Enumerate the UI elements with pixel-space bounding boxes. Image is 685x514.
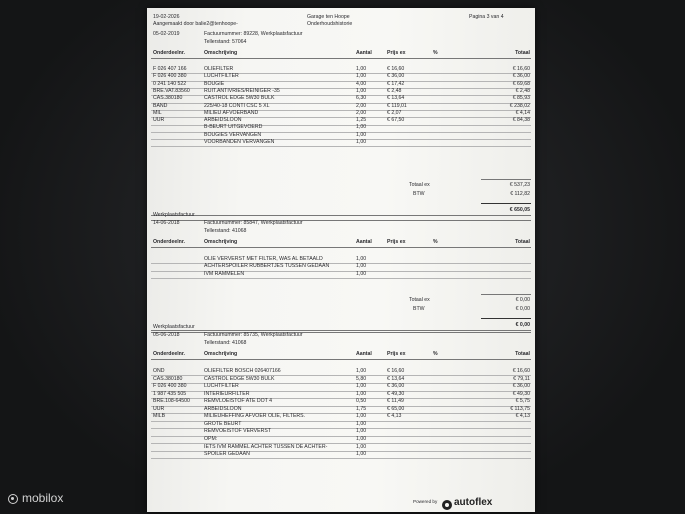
row-desc: CASTROL EDGE 5W30 BULK (204, 95, 275, 102)
row-desc: ACHTERSPOILER RUBBERTJES TUSSEN GEDAAN (204, 263, 330, 270)
autoflex-brand: autoflex (454, 497, 493, 508)
print-date: 19-02-2026 (153, 14, 180, 20)
col-header-pct: % (433, 239, 438, 245)
col-header-total: Totaal (515, 239, 530, 245)
autoflex-logo-icon (442, 500, 452, 510)
odometer: Tellerstand: 41068 (204, 228, 247, 234)
row-price: € 16,60 (387, 368, 405, 374)
row-price: € 36,00 (387, 383, 405, 390)
row-rule (151, 458, 531, 459)
row-qty: 1,00 (356, 73, 367, 80)
row-price: € 119,01 (387, 102, 407, 109)
row-rule (151, 146, 531, 147)
row-price: € 67,50 (387, 117, 405, 124)
col-header-qty: Aantal (356, 351, 372, 357)
total-ex-label: Totaal ex (409, 182, 430, 188)
invoice-number: Factuurnummer: 85735, Werkplaatsfactuur (204, 332, 303, 338)
created-by: Aangemaakt door balie2@tenhoope- (153, 21, 238, 27)
row-qty: 1,00 (356, 263, 367, 270)
row-total: € 84,38 (512, 117, 530, 124)
row-price: € 13,64 (387, 375, 405, 382)
grand-total-rule (481, 203, 531, 204)
col-header-pct: % (433, 50, 438, 56)
invoice-date: 14-06-2018 (153, 220, 180, 226)
col-header-desc: Omschrijving (204, 351, 238, 357)
row-price: € 49,30 (387, 390, 405, 397)
row-price: € 2,48 (387, 87, 402, 94)
col-header-price: Prijs ex (387, 351, 406, 357)
row-desc: MILIEU AFVOERBAND (204, 109, 259, 116)
row-rule (151, 278, 531, 279)
row-qty: 1,00 (356, 66, 367, 72)
grand-total-value: € 0,00 (515, 322, 530, 328)
row-code: UUR (153, 405, 165, 412)
total-ex-label: Totaal ex (409, 297, 430, 303)
row-desc: B-BEURT UITGEVOERD (204, 124, 263, 131)
powered-by-label: Powered by (413, 499, 438, 504)
row-total: € 69,68 (512, 80, 530, 87)
row-desc: OPM: (204, 435, 218, 442)
row-total: € 238,02 (509, 102, 530, 109)
subtotal-rule (481, 294, 531, 295)
invoice-number: Factuurnummer: 85847, Werkplaatsfactuur (204, 220, 303, 226)
col-header-desc: Omschrijving (204, 50, 238, 56)
watermark-text: mobilox (22, 491, 64, 505)
col-header-code: Onderdeelnr. (153, 239, 185, 245)
row-qty: 1,00 (356, 256, 367, 262)
subtotal-rule (481, 179, 531, 180)
row-desc: RUIT.ANTIVRIES/REINIGER -35 (204, 87, 280, 94)
section-label: Werkplaatsfactuur (153, 324, 195, 330)
row-desc: LUCHTFILTER (204, 73, 239, 80)
row-desc: IVM RAMMELEN (204, 270, 245, 277)
row-total: € 36,00 (512, 73, 530, 80)
odometer: Tellerstand: 41068 (204, 340, 247, 346)
header-rule (151, 359, 531, 360)
col-header-qty: Aantal (356, 50, 372, 56)
col-header-pct: % (433, 351, 438, 357)
row-qty: 1,00 (356, 270, 367, 277)
row-desc: OLIEFILTER (204, 66, 234, 72)
row-desc: 225/40-18 CONTI CSC 5 XL (204, 102, 270, 109)
row-qty: 1,00 (356, 124, 367, 131)
row-total: € 4,14 (515, 109, 530, 116)
row-total: € 85,93 (512, 95, 530, 102)
row-code: 1 987 435 505 (153, 390, 187, 397)
row-code: CAS.380180 (153, 375, 183, 382)
row-qty: 4,00 (356, 80, 367, 87)
mobilox-watermark (8, 491, 63, 505)
row-desc: BOUGIES VERVANGEN (204, 131, 262, 138)
row-total: € 49,30 (512, 390, 530, 397)
row-desc: OLIE VERVERST MET FILTER, WAS AL BETAALD (204, 256, 323, 262)
btw-label: BTW (413, 191, 425, 197)
row-desc: CASTROL EDGE 5W30 BULK (204, 375, 275, 382)
row-total: € 4,13 (515, 413, 530, 420)
row-code: 0 241 140 522 (153, 80, 187, 87)
report-subtitle: Onderhoudshistorie (307, 21, 353, 27)
row-qty: 1,00 (356, 451, 367, 458)
row-qty: 1,00 (356, 139, 367, 145)
row-qty: 1,00 (356, 131, 367, 138)
invoice-date: 05-06-2018 (153, 332, 180, 338)
row-desc: IETS IVM RAMMEL ACHTER TUSSEN DE ACHTER- (204, 443, 328, 450)
row-desc: VOORBANDEN VERVANGEN (204, 139, 275, 145)
row-price: € 65,00 (387, 405, 405, 412)
total-ex-value: € 537,23 (509, 182, 530, 188)
row-desc: MILIEUHEFFING AFVOER OLIE, FILTERS. (204, 413, 306, 420)
grand-total-rule (481, 318, 531, 319)
row-qty: 1,00 (356, 443, 367, 450)
row-price: € 11,49 (387, 398, 404, 405)
grand-total-value: € 650,05 (509, 207, 530, 213)
row-qty: 1,00 (356, 435, 367, 442)
row-qty: 1,00 (356, 383, 367, 390)
row-desc: GROTE BEURT (204, 420, 242, 427)
col-header-code: Onderdeelnr. (153, 351, 185, 357)
company-name: Garage ten Hoope (307, 14, 350, 20)
row-price: € 36,00 (387, 73, 405, 80)
row-qty: 1,00 (356, 413, 367, 420)
row-price: € 13,64 (387, 95, 405, 102)
col-header-qty: Aantal (356, 239, 372, 245)
total-ex-value: € 0,00 (515, 297, 530, 303)
row-code: F 026 400 380 (153, 73, 187, 80)
col-header-total: Totaal (515, 351, 530, 357)
invoice-number: Factuurnummer: 89228, Werkplaatsfactuur (204, 31, 303, 37)
row-code: MIL (153, 109, 162, 116)
row-qty: 2,00 (356, 109, 367, 116)
odometer: Tellerstand: 57064 (204, 39, 247, 45)
row-code: BRE.108-64500 (153, 398, 190, 405)
btw-value: € 0,00 (515, 306, 530, 312)
row-desc: INTERIEURFILTER (204, 390, 250, 397)
row-code: F 026 407 166 (153, 66, 187, 72)
row-qty: 1,00 (356, 368, 367, 374)
invoice-date: 05-02-2019 (153, 31, 180, 37)
row-total: € 113,75 (510, 405, 530, 412)
row-code: F 026 400 380 (153, 383, 187, 390)
col-header-price: Prijs ex (387, 50, 406, 56)
row-price: € 16,60 (387, 66, 405, 72)
row-desc: SPOILER GEDAAN (204, 451, 250, 458)
row-qty: 0,50 (356, 398, 367, 405)
invoice-paper (147, 8, 535, 512)
row-qty: 6,30 (356, 95, 367, 102)
btw-value: € 112,82 (510, 191, 530, 197)
row-total: € 79,11 (513, 375, 530, 382)
page-number: Pagina 3 van 4 (469, 14, 504, 20)
section-label: Werkplaatsfactuur (153, 212, 195, 218)
row-total: € 16,60 (512, 368, 530, 374)
row-qty: 5,80 (356, 375, 367, 382)
row-qty: 1,00 (356, 420, 367, 427)
row-code: UUR (153, 117, 165, 124)
row-qty: 1,00 (356, 87, 367, 94)
col-header-total: Totaal (515, 50, 530, 56)
row-desc: LUCHTFILTER (204, 383, 239, 390)
row-price: € 17,42 (387, 80, 405, 87)
row-price: € 4,13 (387, 413, 402, 420)
header-rule (151, 247, 531, 248)
row-code: OND (153, 368, 165, 374)
header-rule (151, 58, 531, 59)
row-qty: 1,75 (356, 405, 367, 412)
row-total: € 16,60 (512, 66, 530, 72)
row-total: € 36,00 (512, 383, 530, 390)
row-total: € 2,48 (515, 87, 530, 94)
row-total: € 5,75 (515, 398, 530, 405)
row-qty: 1,25 (356, 117, 367, 124)
row-desc: OLIEFILTER BOSCH 026407166 (204, 368, 281, 374)
row-desc: ARBEIDSLOON (204, 117, 242, 124)
row-desc: ARBEIDSLOON (204, 405, 242, 412)
col-header-desc: Omschrijving (204, 239, 238, 245)
section-end-rule (151, 330, 531, 331)
mobilox-logo-icon (8, 494, 18, 504)
row-price: € 2,07 (387, 109, 402, 116)
row-code: MILB (153, 413, 166, 420)
row-desc: REMVOEISTOF VERVERST (204, 428, 271, 435)
row-code: CAS.380180 (153, 95, 183, 102)
btw-label: BTW (413, 306, 425, 312)
row-qty: 1,00 (356, 390, 367, 397)
col-header-price: Prijs ex (387, 239, 406, 245)
row-desc: BOUGIE (204, 80, 225, 87)
row-code: BAND (153, 102, 168, 109)
row-desc: REMVLOEISTOF ATE DOT 4 (204, 398, 273, 405)
row-qty: 2,00 (356, 102, 367, 109)
row-qty: 1,00 (356, 428, 367, 435)
col-header-code: Onderdeelnr. (153, 50, 185, 56)
row-code: BRE.VAT.83560 (153, 87, 190, 94)
